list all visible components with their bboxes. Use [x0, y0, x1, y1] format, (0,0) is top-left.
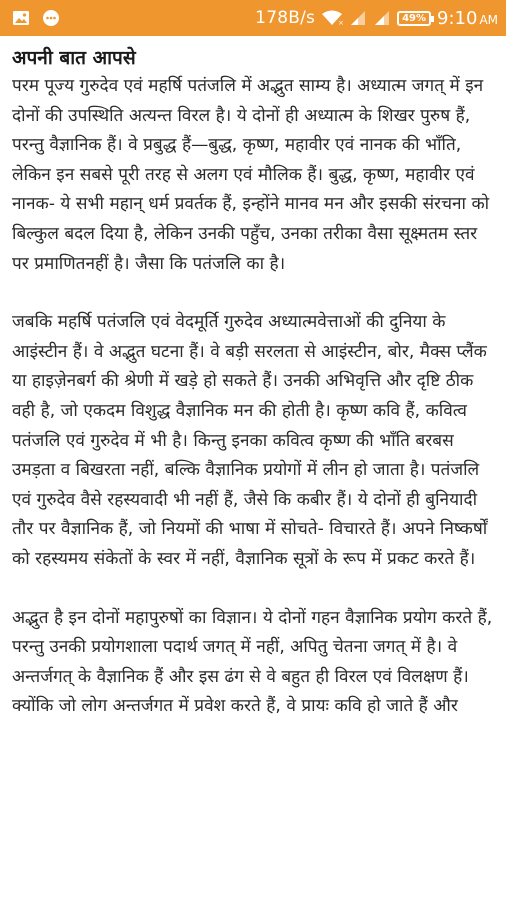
- article-content[interactable]: [0, 36, 506, 900]
- svg-text:×: ×: [338, 19, 344, 27]
- clock-time: 9:10: [437, 7, 478, 29]
- status-bar-right: [255, 8, 498, 29]
- article-paragraph-2: जबकि महर्षि पतंजलि एवं वेदमूर्ति गुरुदेव अध्यात्मवेत्ताओं की दुनिया के आइंस्टीन हैं। वे अद्भुत घटना हैं। वे बड़ी सरलता से आइंस्टीन, बोर, मैक्स प्लैंक या हाइज़ेनबर्ग की श्रेणी में खड़े हो सकते हैं। उनकी अभिवृत्ति और दृष्टि ठीक वही है, जो एकदम विशुद्ध वैज्ञानिक मन की होती है। कृष्ण कवि हैं, कवित्व पतंजलि एवं गुरुदेव में भी है। किन्तु इनका कवित्व कृष्ण की भाँति बरबस उमड़ता व बिखरता नहीं, बल्कि वैज्ञानिक प्रयोगों में लीन हो जाता है। पतंजलि एवं गुरुदेव वैसे रहस्यवादी भी नहीं हैं, जैसे कि कबीर हैं। ये दोनों ही बुनियादी तौर पर वैज्ञानिक हैं, जो नियमों की भाषा में सोचते- विचारते हैं। अपने निष्कर्षों को रहस्यमय संकेतों के स्वर में नहीं, वैज्ञानिक सूत्रों के रूप में प्रकट करते हैं।: [12, 312, 488, 569]
- clock: [437, 8, 498, 29]
- article-paragraph-1: परम पूज्य गुरुदेव एवं महर्षि पतंजलि में अद्भुत साम्य है। अध्यात्म जगत् में इन दोनों की उपस्थिति अत्यन्त विरल है। ये दोनों ही अध्यात्म के शिखर पुरुष हैं, परन्तु वैज्ञानिक हैं। वे प्रबुद्ध हैं—बुद्ध, कृष्ण, महावीर एवं नानक की भाँति, लेकिन इन सबसे पूरी तरह से अलग एवं मौलिक हैं। बुद्ध, कृष्ण, महावीर एवं नानक- ये सभी महान् धर्म प्रवर्तक हैं, इन्होंने मानव मन और इसकी संरचना को बिल्कुल बदल दिया है, लेकिन उनकी पहुँच, उनका तरीका वैसा सूक्ष्मतम स्तर पर प्रमाणितनहीं है। जैसा कि पतंजलि का है।: [12, 76, 490, 274]
- battery-icon: [397, 11, 431, 26]
- status-bar-left: [12, 9, 60, 27]
- chat-icon: [42, 9, 60, 27]
- article-paragraph-3: अद्भुत है इन दोनों महापुरुषों का विज्ञान। ये दोनों गहन वैज्ञानिक प्रयोग करते हैं, परन्तु उनकी प्रयोगशाला पदार्थ जगत् में नहीं, अपितु चेतना जगत् में है। वे अन्तर्जगत् के वैज्ञानिक हैं और इस ढंग से वे बहुत ही विरल एवं विलक्षण हैं। क्योंकि जो लोग अन्तर्जगत में प्रवेश करते हैं, वे प्रायः कवि हो जाते हैं और: [12, 607, 493, 717]
- network-speed: 178B/s: [255, 8, 316, 28]
- signal-icon: [349, 10, 367, 26]
- clock-ampm: AM: [479, 12, 498, 27]
- paragraph-spacer: [12, 279, 496, 308]
- signal-icon-2: [373, 10, 391, 26]
- wifi-icon: [321, 10, 343, 26]
- article-title: अपनी बात आपसे: [12, 47, 136, 69]
- image-icon: [12, 10, 30, 26]
- paragraph-spacer: [12, 575, 496, 604]
- status-bar: [0, 0, 506, 36]
- battery-level: 49%: [402, 12, 427, 24]
